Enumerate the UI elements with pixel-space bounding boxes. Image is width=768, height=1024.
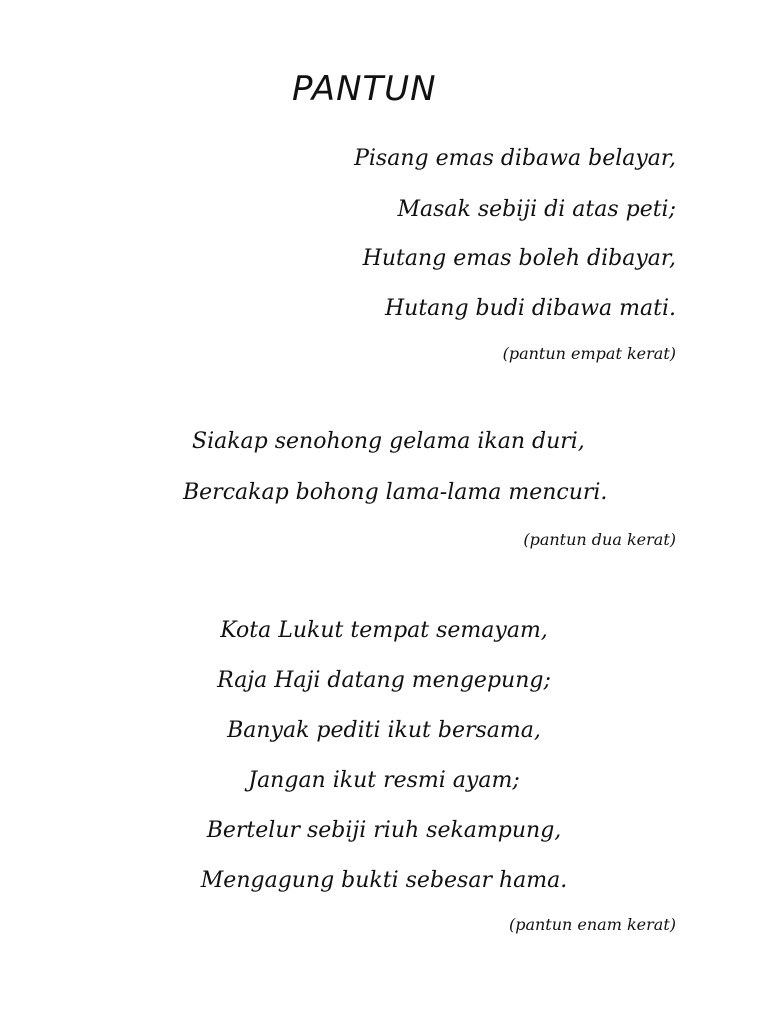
stanza-2-line-1: Siakap senohong gelama ikan duri, — [192, 429, 585, 454]
stanza-1-line-2: Masak sebiji di atas peti; — [397, 197, 676, 222]
stanza-3-line-2: Raja Haji datang mengepung; — [217, 668, 551, 693]
stanza-3-line-3: Banyak pediti ikut bersama, — [227, 718, 541, 743]
stanza-1-line-4: Hutang budi dibawa mati. — [384, 296, 676, 321]
stanza-1-note: (pantun empat kerat) — [502, 344, 676, 363]
stanza-3-line-4: Jangan ikut resmi ayam; — [248, 768, 520, 793]
document-title: PANTUN — [292, 69, 437, 109]
stanza-3-line-6: Mengagung bukti sebesar hama. — [200, 868, 568, 893]
stanza-3-line-1: Kota Lukut tempat semayam, — [220, 618, 548, 643]
stanza-2-note: (pantun dua kerat) — [523, 530, 676, 549]
stanza-1-line-3: Hutang emas boleh dibayar, — [362, 246, 676, 271]
stanza-2-line-2: Bercakap bohong lama-lama mencuri. — [183, 480, 608, 505]
stanza-1-line-1: Pisang emas dibawa belayar, — [354, 146, 676, 171]
stanza-3-line-5: Bertelur sebiji riuh sekampung, — [206, 818, 562, 843]
stanza-3-note: (pantun enam kerat) — [508, 915, 676, 934]
